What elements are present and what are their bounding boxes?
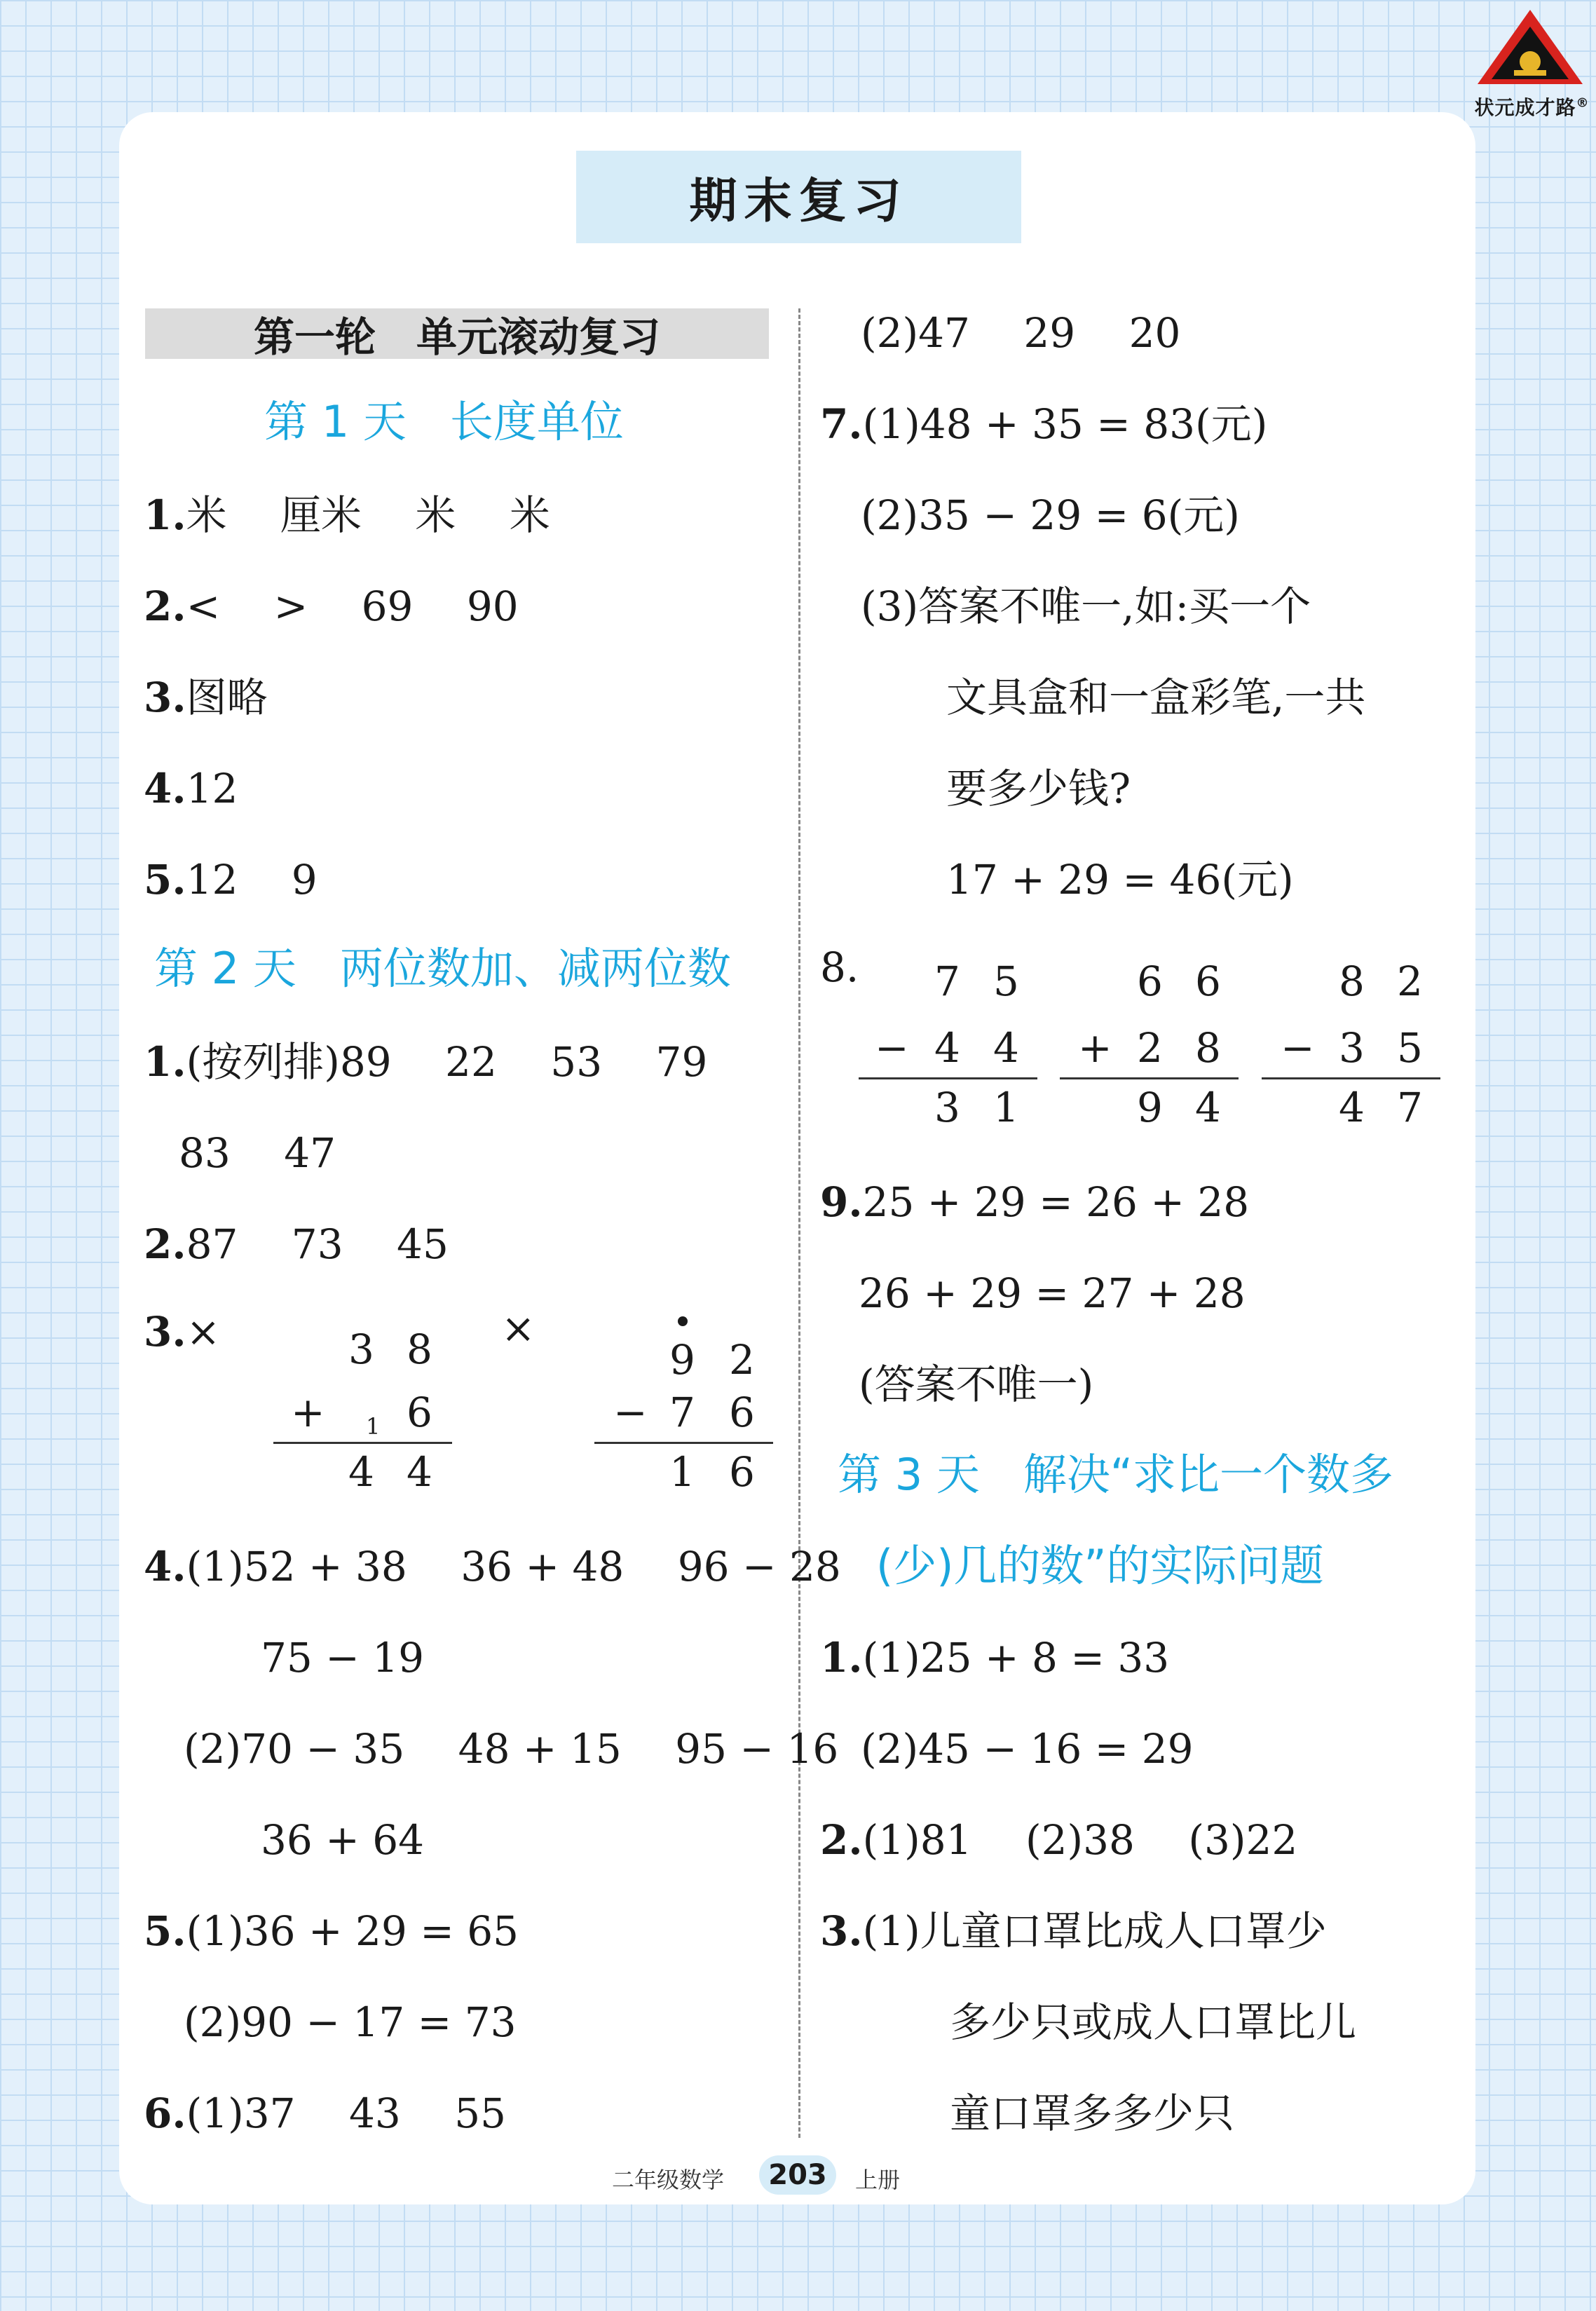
calc-digit: 6 [729,1389,755,1436]
calc-digit: 7 [1397,1084,1423,1131]
day2-answer-1: 1.(按列排)89 22 53 79 [144,1038,708,1086]
day1-answer-3: 3.图略 [144,674,268,721]
footer-grade: 二年级数学 [612,2167,725,2193]
day3-answer-3-cont: 多少只或成人口罩比儿 [950,1998,1357,2046]
calc-operator: − [613,1389,648,1436]
calc-operator: + [1078,1024,1112,1072]
day2-answer-6-part2: (2)47 29 20 [861,309,1181,357]
day1-answer-5: 5.12 9 [144,856,318,904]
day2-answer-7: 7.(1)48 + 35 = 83(元) [820,400,1268,448]
day2-answer-4: 4.(1)52 + 38 36 + 48 96 − 28 [144,1543,841,1590]
round-heading: 第一轮 单元滚动复习 [145,308,769,359]
calc-digit: 1 [993,1084,1019,1131]
day2-answer-9-note: (答案不唯一) [859,1361,1094,1408]
calc-rule [273,1442,452,1444]
calc-digit: 8 [407,1325,432,1373]
borrow-dot [678,1316,688,1326]
day-3-heading-cont: (少)几的数”的实际问题 [876,1540,1324,1591]
page-number: 203 [759,2155,836,2195]
calc-digit: 6 [729,1448,755,1496]
day3-answer-3: 3.(1)儿童口罩比成人口罩少 [820,1907,1327,1955]
calc-digit: 4 [348,1448,374,1496]
calc-digit: 3 [934,1084,960,1131]
calc-digit: 4 [407,1448,432,1496]
day2-answer-7-part3-cont: 文具盒和一盒彩笔,一共 [946,674,1366,721]
footer-volume: 上册 [855,2167,901,2193]
day2-answer-7-part3-cont: 要多少钱? [946,765,1131,812]
day2-answer-2: 2.87 73 45 [144,1220,449,1268]
calc-rule [859,1077,1037,1079]
day2-answer-9-line2: 26 + 29 = 27 + 28 [859,1269,1246,1317]
day2-answer-1-cont: 83 47 [179,1129,336,1177]
calc-digit: 4 [1339,1084,1365,1131]
day-2-heading: 第 2 天 两位数加、减两位数 [154,943,731,994]
calc-digit: 9 [669,1336,695,1384]
calc-digit: 9 [1137,1084,1163,1131]
brand-logo-text: 状元成才路® [1474,95,1590,119]
day3-answer-2: 2.(1)81 (2)38 (3)22 [820,1816,1298,1864]
carry-digit: 1 [366,1413,381,1440]
calc-digit: 1 [669,1448,695,1496]
day3-answer-3-cont: 童口罩多多少只 [950,2090,1235,2137]
calc-digit: 7 [934,957,960,1005]
day1-answer-2: 2.< > 69 90 [144,582,519,630]
calc-digit: 2 [1137,1024,1163,1072]
calc-operator: + [291,1389,325,1436]
calc-rule [1262,1077,1440,1079]
day2-answer-8: 8. [820,943,859,991]
calc-digit: 2 [729,1336,755,1384]
calc-digit: 3 [1339,1024,1365,1072]
calc-operator: − [875,1024,909,1072]
day-3-heading: 第 3 天 解决“求比一个数多 [838,1449,1393,1500]
day3-answer-1: 1.(1)25 + 8 = 33 [820,1634,1170,1682]
day-1-heading: 第 1 天 长度单位 [264,396,624,447]
calc-digit: 2 [1397,957,1423,1005]
calc-rule [1060,1077,1239,1079]
calc-digit: 8 [1195,1024,1221,1072]
calc-digit: 4 [1195,1084,1221,1131]
calc-digit: 7 [669,1389,695,1436]
day2-answer-3: 3.× [144,1308,221,1356]
wrong-mark: × [501,1304,536,1352]
day2-answer-5-part2: (2)90 − 17 = 73 [184,1998,517,2046]
day1-answer-1: 1.米 厘米 米 米 [144,491,550,539]
day3-answer-1-part2: (2)45 − 16 = 29 [861,1725,1194,1773]
calc-digit: 5 [993,957,1019,1005]
calc-digit: 3 [348,1325,374,1373]
day2-answer-5: 5.(1)36 + 29 = 65 [144,1907,519,1955]
day2-answer-4-line2: 75 − 19 [261,1634,425,1682]
calc-digit: 6 [407,1389,432,1436]
calc-digit: 5 [1397,1024,1423,1072]
calc-digit: 4 [934,1024,960,1072]
calc-digit: 8 [1339,957,1365,1005]
calc-digit: 4 [993,1024,1019,1072]
day2-answer-4-line4: 36 + 64 [261,1816,425,1864]
column-divider [798,308,800,2138]
calc-digit: 6 [1137,957,1163,1005]
day2-answer-4-part2: (2)70 − 35 48 + 15 95 − 16 [184,1725,839,1773]
day2-answer-6: 6.(1)37 43 55 [144,2090,507,2137]
day2-answer-7-part3: (3)答案不唯一,如:买一个 [861,582,1311,630]
page-title: 期末复习 [576,151,1021,243]
day2-answer-7-part2: (2)35 − 29 = 6(元) [861,491,1240,539]
day2-answer-9: 9.25 + 29 = 26 + 28 [820,1178,1250,1226]
calc-operator: − [1281,1024,1315,1072]
day1-answer-4: 4.12 [144,765,238,812]
calc-rule [594,1442,773,1444]
calc-digit: 6 [1195,957,1221,1005]
day2-answer-7-part3-calc: 17 + 29 = 46(元) [946,856,1294,904]
